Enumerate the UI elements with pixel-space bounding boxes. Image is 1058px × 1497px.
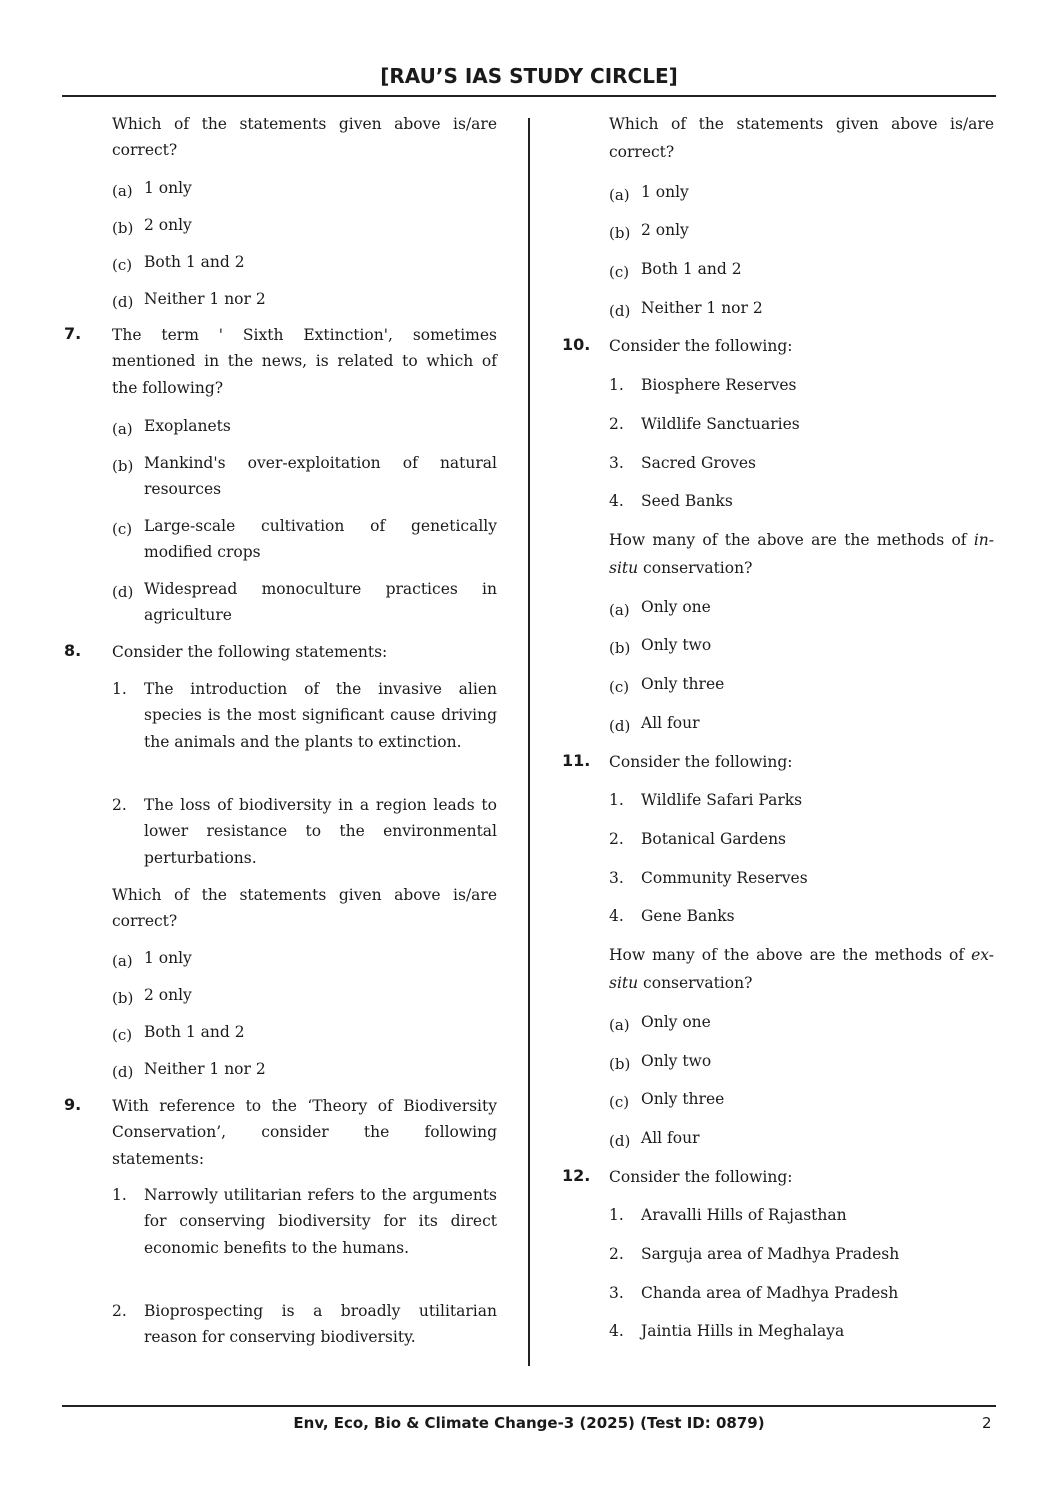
option-text: All four xyxy=(641,1129,700,1147)
option-text: Neither 1 nor 2 xyxy=(144,290,266,308)
stem-emphasis: ex-situ xyxy=(609,946,994,992)
stem-emphasis: in-situ xyxy=(609,531,994,577)
question-stem xyxy=(609,111,994,166)
question-number: 9. xyxy=(64,1095,82,1114)
option-label: (d) xyxy=(112,583,134,601)
option-text: Widespread monoculture practices in agriculture xyxy=(144,580,497,625)
option-text: Mankind's over-exploitation of natural resources xyxy=(144,454,497,499)
stem-text: How many of the above are the methods of xyxy=(609,946,972,964)
option-label: (b) xyxy=(112,219,134,237)
option-label: (b) xyxy=(609,224,631,242)
list-number: 3. xyxy=(609,869,624,887)
stem-text: Which of the statements given above is/are correct? xyxy=(112,886,497,931)
list-number: 4. xyxy=(609,907,624,925)
option-label: (c) xyxy=(609,678,630,696)
option-text: Only one xyxy=(641,1013,711,1031)
footer-title: Env, Eco, Bio & Climate Change-3 (2025) (Test ID: 0879) xyxy=(293,1414,765,1432)
list-item-text: Sarguja area of Madhya Pradesh xyxy=(641,1245,900,1263)
option-label: (c) xyxy=(112,520,133,538)
option-text: Both 1 and 2 xyxy=(641,260,742,278)
option-label: (d) xyxy=(609,717,631,735)
option-label: (d) xyxy=(112,293,134,311)
option-text: Only three xyxy=(641,1090,725,1108)
list-item-text: Wildlife Sanctuaries xyxy=(641,415,800,433)
list-number: 4. xyxy=(609,492,624,510)
question-stem xyxy=(112,882,497,935)
option-label: (a) xyxy=(609,601,630,619)
question-number: 8. xyxy=(64,641,82,660)
question-text: With reference to the ‘Theory of Biodiversity Conservation’, consider the following statements: xyxy=(112,1097,497,1168)
page-number: 2 xyxy=(982,1414,992,1432)
question-text: Consider the following statements: xyxy=(112,643,388,661)
option-label: (c) xyxy=(609,263,630,281)
list-number: 1. xyxy=(609,376,624,394)
option-text: Only one xyxy=(641,598,711,616)
stem-text: How many of the above are the methods of xyxy=(609,531,974,549)
option-label: (c) xyxy=(112,256,133,274)
option-text: All four xyxy=(641,714,700,732)
option-label: (a) xyxy=(112,420,133,438)
option-text: Only three xyxy=(641,675,725,693)
stem-text: Which of the statements given above is/are correct? xyxy=(609,115,994,161)
list-number: 2. xyxy=(112,796,127,814)
option-label: (c) xyxy=(112,1026,133,1044)
list-item-text: The loss of biodiversity in a region leads to lower resistance to the environmental perturbations. xyxy=(144,796,497,867)
question-text: The term ' Sixth Extinction', sometimes mentioned in the news, is related to which of the following? xyxy=(112,326,497,397)
page-header-title: [RAU’S IAS STUDY CIRCLE] xyxy=(380,64,678,88)
option-label: (a) xyxy=(609,1016,630,1034)
option-label: (a) xyxy=(609,186,630,204)
option-text: Only two xyxy=(641,636,712,654)
question-number: 10. xyxy=(562,335,591,354)
list-item-text: Gene Banks xyxy=(641,907,735,925)
option-label: (b) xyxy=(609,639,631,657)
list-number: 4. xyxy=(609,1322,624,1340)
question-text: Consider the following: xyxy=(609,753,793,771)
question-text: Consider the following: xyxy=(609,1168,793,1186)
list-item-text: Jaintia Hills in Meghalaya xyxy=(641,1322,845,1340)
option-label: (d) xyxy=(609,1132,631,1150)
option-text: Both 1 and 2 xyxy=(144,1023,245,1041)
list-number: 2. xyxy=(609,830,624,848)
question-number: 12. xyxy=(562,1166,591,1185)
option-label: (b) xyxy=(112,457,134,475)
column-divider xyxy=(528,118,530,1366)
option-label: (a) xyxy=(112,182,133,200)
option-label: (a) xyxy=(112,952,133,970)
option-text: 2 only xyxy=(641,221,689,239)
option-text: Only two xyxy=(641,1052,712,1070)
question-number: 11. xyxy=(562,751,591,770)
list-item-text: Botanical Gardens xyxy=(641,830,787,848)
list-number: 1. xyxy=(112,680,127,698)
option-text: Neither 1 nor 2 xyxy=(641,299,763,317)
list-item-text: Community Reserves xyxy=(641,869,808,887)
option-text: Both 1 and 2 xyxy=(144,253,245,271)
list-item-text: Biosphere Reserves xyxy=(641,376,797,394)
option-text: Neither 1 nor 2 xyxy=(144,1060,266,1078)
footer-divider xyxy=(62,1405,996,1407)
stem-text-end: conservation? xyxy=(638,973,753,992)
option-label: (d) xyxy=(609,302,631,320)
option-label: (c) xyxy=(609,1093,630,1111)
list-item-text: Narrowly utilitarian refers to the arguments for conserving biodiversity for its direct economic benefits to the humans. xyxy=(144,1186,497,1257)
list-number: 3. xyxy=(609,1284,624,1302)
list-number: 3. xyxy=(609,454,624,472)
option-text: 1 only xyxy=(144,949,192,967)
option-text: Exoplanets xyxy=(144,417,231,435)
list-item-text: Sacred Groves xyxy=(641,454,756,472)
list-item-text: Wildlife Safari Parks xyxy=(641,791,803,809)
option-text: 1 only xyxy=(144,179,192,197)
list-item-text: Aravalli Hills of Rajasthan xyxy=(641,1206,847,1224)
list-item-text: Seed Banks xyxy=(641,492,733,510)
question-text: Consider the following: xyxy=(609,337,793,355)
list-item-text: Chanda area of Madhya Pradesh xyxy=(641,1284,899,1302)
stem-text-end: conservation? xyxy=(638,558,753,577)
list-number: 1. xyxy=(609,1206,624,1224)
question-stem xyxy=(112,111,497,164)
list-item-text: Bioprospecting is a broadly utilitarian reason for conserving biodiversity. xyxy=(144,1302,497,1347)
option-text: 2 only xyxy=(144,986,192,1004)
option-text: 1 only xyxy=(641,183,689,201)
option-label: (b) xyxy=(112,989,134,1007)
question-number: 7. xyxy=(64,324,82,343)
header-divider xyxy=(62,95,996,97)
list-number: 2. xyxy=(112,1302,127,1320)
list-number: 1. xyxy=(112,1186,127,1204)
option-label: (d) xyxy=(112,1063,134,1081)
stem-text: Which of the statements given above is/are correct? xyxy=(112,115,497,160)
option-text: 2 only xyxy=(144,216,192,234)
list-number: 2. xyxy=(609,1245,624,1263)
option-label: (b) xyxy=(609,1055,631,1073)
question-stem xyxy=(609,527,994,582)
list-number: 1. xyxy=(609,791,624,809)
option-text: Large-scale cultivation of genetically modified crops xyxy=(144,517,497,562)
list-item-text: The introduction of the invasive alien species is the most significant cause driving the animals and the plants to extinction. xyxy=(144,680,497,751)
question-stem xyxy=(609,942,994,997)
list-number: 2. xyxy=(609,415,624,433)
